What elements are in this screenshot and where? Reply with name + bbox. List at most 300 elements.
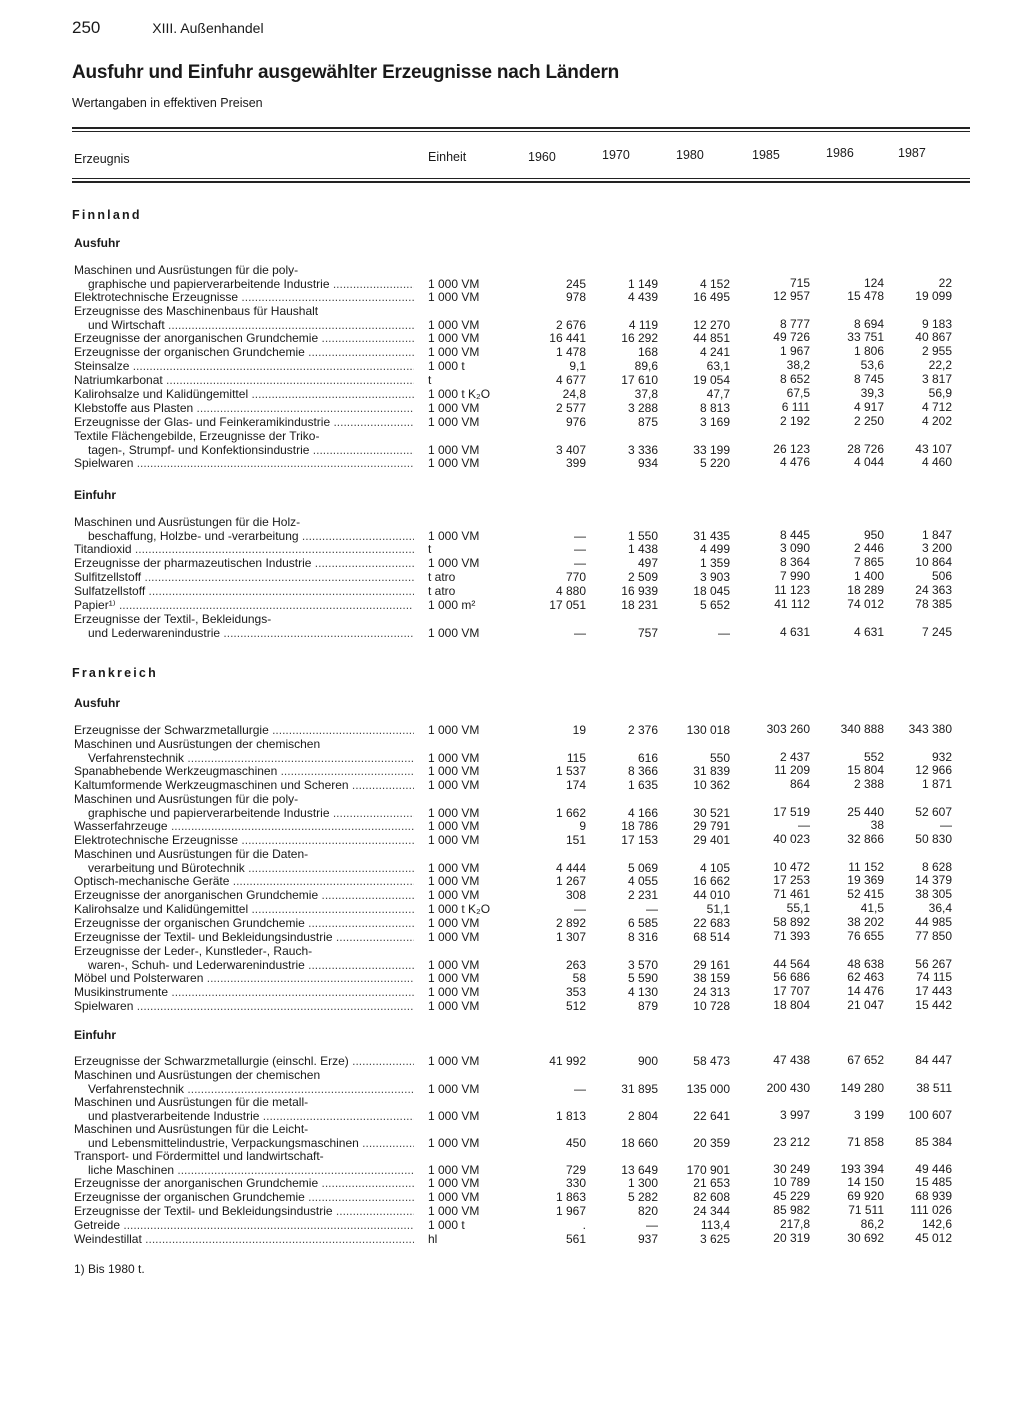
value-cell-1980: 18 045 <box>693 584 730 598</box>
value-cell-1985: 30 249 <box>773 1161 810 1176</box>
value-cell-1985: 20 319 <box>773 1231 810 1245</box>
unit-cell: t atro <box>428 570 456 584</box>
value-cell-1980: 33 199 <box>693 442 730 457</box>
value-cell-1970: 2 376 <box>627 723 658 737</box>
value-cell-1980: 24 313 <box>693 985 730 999</box>
top-rule-thin <box>72 131 970 132</box>
value-cell-1970: 5 069 <box>627 860 658 875</box>
unit-cell: 1 000 VM <box>428 1162 480 1177</box>
value-cell-1970: 757 <box>637 625 658 640</box>
value-cell-1987: 84 447 <box>915 1053 952 1067</box>
value-cell-1986: 28 726 <box>847 441 884 456</box>
top-rule <box>72 127 970 129</box>
table-subtitle: Wertangaben in effektiven Preisen <box>72 96 263 110</box>
value-cell-1986: 62 463 <box>847 970 884 984</box>
value-cell-1960: 41 992 <box>549 1054 586 1068</box>
value-cell-1987: 56 267 <box>915 956 952 971</box>
value-cell-1980: 16 495 <box>693 290 730 304</box>
value-cell-1987: 4 460 <box>921 455 952 469</box>
product-label-line: Erzeugnisse der Leder-, Kunstleder-, Rauch- <box>74 945 313 958</box>
unit-cell: 1 000 VM <box>428 317 480 332</box>
product-label <box>74 848 414 875</box>
value-cell-1985: 11 123 <box>774 583 810 597</box>
value-cell-1985: 3 090 <box>779 541 810 555</box>
value-cell-1985: 8 445 <box>779 527 810 542</box>
value-cell-1986: 21 047 <box>847 998 884 1012</box>
value-cell-1970: 820 <box>637 1204 658 1218</box>
product-label-line: Verfahrenstechnik ..... <box>74 1083 414 1097</box>
value-cell-1980: 4 499 <box>699 542 730 556</box>
group-label: Einfuhr <box>74 488 116 502</box>
value-cell-1980: 31 435 <box>693 528 730 543</box>
product-label-line: und Wirtschaft ..... <box>74 319 414 333</box>
value-cell-1960: 24,8 <box>562 387 586 401</box>
value-cell-1980: 4 105 <box>699 860 730 875</box>
value-cell-1987: 77 850 <box>915 929 952 943</box>
value-cell-1986: 7 865 <box>853 555 884 569</box>
value-cell-1986: 4 917 <box>853 400 884 414</box>
value-cell-1987: 50 830 <box>915 832 952 846</box>
chapter-title: XIII. Außenhandel <box>152 20 264 36</box>
product-label <box>74 1055 414 1069</box>
product-label-line: graphische und papierverarbeitende Industrie ..... <box>74 807 414 821</box>
product-label-line: Maschinen und Ausrüstungen für die poly- <box>74 793 299 806</box>
value-cell-1970: 3 570 <box>627 957 658 972</box>
value-cell-1985: 8 364 <box>779 555 810 569</box>
col-header-1985: 1985 <box>752 148 780 162</box>
product-label-line: Wasserfahrzeuge ..... <box>74 820 414 834</box>
col-header-1960: 1960 <box>528 150 556 164</box>
value-cell-1987: 52 607 <box>915 804 952 819</box>
value-cell-1985: 85 982 <box>773 1203 810 1217</box>
product-label-line: Erzeugnisse des Maschinenbaus für Haushalt <box>74 305 319 318</box>
unit-cell: 1 000 m² <box>428 598 476 612</box>
value-cell-1970: 2 804 <box>627 1108 658 1123</box>
value-cell-1986: 30 692 <box>847 1231 884 1245</box>
product-label <box>74 875 414 889</box>
product-label <box>74 388 414 402</box>
product-label <box>74 917 414 931</box>
unit-cell: 1 000 t <box>428 359 465 373</box>
product-label <box>74 291 414 305</box>
value-cell-1987: 24 363 <box>915 583 952 597</box>
value-cell-1986: 71 511 <box>848 1203 884 1217</box>
value-cell-1986: 32 866 <box>847 832 884 846</box>
product-label-line: Elektrotechnische Erzeugnisse ..... <box>74 291 414 305</box>
value-cell-1986: 3 199 <box>853 1107 884 1122</box>
unit-cell: 1 000 VM <box>428 764 480 778</box>
value-cell-1980: 4 152 <box>699 276 730 291</box>
value-cell-1986: 33 751 <box>847 330 884 344</box>
unit-cell: 1 000 VM <box>428 750 480 765</box>
value-cell-1987: 343 380 <box>908 722 952 736</box>
product-label-line: Erzeugnisse der anorganischen Grundchemie ..... <box>74 889 414 903</box>
product-label-line: Erzeugnisse der organischen Grundchemie ..... <box>74 1191 414 1205</box>
product-label <box>74 571 414 585</box>
unit-cell: 1 000 VM <box>428 874 480 888</box>
value-cell-1980: 30 521 <box>693 805 730 820</box>
unit-cell: 1 000 t K₂O <box>428 902 491 916</box>
product-label <box>74 1191 414 1205</box>
value-cell-1987: 38 305 <box>915 887 952 901</box>
value-cell-1986: 4 631 <box>853 624 884 639</box>
value-cell-1970: 4 439 <box>627 290 658 304</box>
value-cell-1960: 512 <box>565 999 586 1013</box>
product-label-line: verarbeitung und Bürotechnik ..... <box>74 862 414 876</box>
product-label-line: Erzeugnisse der anorganischen Grundchemie ..... <box>74 332 414 346</box>
value-cell-1980: 24 344 <box>693 1204 730 1218</box>
value-cell-1986: 71 858 <box>847 1134 884 1149</box>
product-label <box>74 457 414 471</box>
unit-cell: 1 000 VM <box>428 625 480 640</box>
value-cell-1980: 47,7 <box>706 387 730 401</box>
value-cell-1986: 552 <box>863 749 884 764</box>
value-cell-1960: 450 <box>565 1135 586 1150</box>
value-cell-1970: 4 130 <box>627 985 658 999</box>
product-label <box>74 889 414 903</box>
unit-cell: 1 000 VM <box>428 556 480 570</box>
unit-cell: 1 000 VM <box>428 957 480 972</box>
value-cell-1985: 11 209 <box>774 763 810 777</box>
product-label-line: Erzeugnisse der Schwarzmetallurgie ..... <box>74 724 414 738</box>
value-cell-1970: 17 153 <box>621 833 658 847</box>
product-label-line: Möbel und Polsterwaren ..... <box>74 972 414 986</box>
value-cell-1970: 18 231 <box>621 598 658 612</box>
value-cell-1960: — <box>574 902 586 916</box>
value-cell-1960: 4 677 <box>555 373 586 387</box>
value-cell-1985: 2 437 <box>779 749 810 764</box>
section-country: Finnland <box>72 208 142 222</box>
value-cell-1980: 20 359 <box>693 1135 730 1150</box>
footnote: 1) Bis 1980 t. <box>74 1262 145 1276</box>
value-cell-1987: 2 955 <box>921 344 952 358</box>
value-cell-1985: 6 111 <box>781 400 810 414</box>
unit-cell: t atro <box>428 584 456 598</box>
product-label <box>74 430 414 457</box>
value-cell-1987: 36,4 <box>928 901 952 915</box>
product-label <box>74 793 414 820</box>
value-cell-1960: 17 051 <box>549 598 586 612</box>
product-label-line: Maschinen und Ausrüstungen für die poly- <box>74 264 299 277</box>
value-cell-1980: 3 169 <box>699 415 730 429</box>
value-cell-1960: 19 <box>572 723 586 737</box>
value-cell-1987: 111 026 <box>910 1203 952 1217</box>
value-cell-1985: 23 212 <box>773 1134 810 1149</box>
value-cell-1960: 1 813 <box>555 1108 586 1123</box>
product-label-line: Erzeugnisse der Schwarzmetallurgie (einschl. Erze) ..... <box>74 1055 414 1069</box>
value-cell-1986: 19 369 <box>847 873 884 887</box>
product-label <box>74 1219 414 1233</box>
value-cell-1987: 38 511 <box>916 1080 952 1095</box>
unit-cell: 1 000 VM <box>428 290 480 304</box>
value-cell-1987: 3 200 <box>921 541 952 555</box>
product-label-line: Papier¹⁾ ..... <box>74 599 414 613</box>
page-number: 250 <box>72 18 101 37</box>
value-cell-1980: 130 018 <box>686 723 730 737</box>
value-cell-1960: — <box>574 556 586 570</box>
value-cell-1987: 68 939 <box>915 1189 952 1203</box>
value-cell-1970: 18 660 <box>621 1135 658 1150</box>
value-cell-1980: 5 652 <box>699 598 730 612</box>
value-cell-1980: 10 728 <box>693 999 730 1013</box>
value-cell-1970: 4 119 <box>628 317 658 332</box>
value-cell-1985: 217,8 <box>779 1217 810 1231</box>
value-cell-1985: 8 777 <box>779 316 810 331</box>
value-cell-1980: 29 791 <box>693 819 730 833</box>
unit-cell: 1 000 VM <box>428 860 480 875</box>
value-cell-1970: 900 <box>637 1054 658 1068</box>
value-cell-1970: 31 895 <box>621 1081 658 1096</box>
product-label-line: Spielwaren ..... <box>74 1000 414 1014</box>
value-cell-1980: 68 514 <box>693 930 730 944</box>
unit-cell: 1 000 VM <box>428 276 480 291</box>
product-label <box>74 585 414 599</box>
value-cell-1987: 506 <box>931 569 952 583</box>
value-cell-1980: 8 813 <box>699 401 730 415</box>
value-cell-1986: 38 <box>870 818 884 832</box>
product-label-line: Natriumkarbonat ..... <box>74 374 414 388</box>
product-label <box>74 360 414 374</box>
unit-cell: 1 000 VM <box>428 1108 480 1123</box>
value-cell-1960: 9 <box>579 819 586 833</box>
product-label-line: tagen-, Strumpf- und Konfektionsindustrie ..... <box>74 444 414 458</box>
value-cell-1980: 29 401 <box>693 833 730 847</box>
value-cell-1987: 8 628 <box>921 859 952 874</box>
product-label-line: Maschinen und Ausrüstungen für die Daten- <box>74 848 309 861</box>
value-cell-1980: 3 903 <box>699 570 730 584</box>
value-cell-1986: 74 012 <box>847 597 884 611</box>
value-cell-1980: 113,4 <box>700 1218 730 1232</box>
value-cell-1970: 8 366 <box>627 764 658 778</box>
product-label-line: und plastverarbeitende Industrie ..... <box>74 1110 414 1124</box>
value-cell-1987: 3 817 <box>921 372 952 386</box>
value-cell-1987: 44 985 <box>915 915 952 929</box>
value-cell-1970: 4 055 <box>627 874 658 888</box>
product-label-line: Erzeugnisse der Textil- und Bekleidungsindustrie ..... <box>74 1205 414 1219</box>
product-label <box>74 1150 414 1177</box>
value-cell-1985: 4 631 <box>779 624 810 639</box>
product-label <box>74 834 414 848</box>
col-header-1980: 1980 <box>676 148 704 162</box>
value-cell-1980: 22 683 <box>693 916 730 930</box>
value-cell-1970: 3 288 <box>627 401 658 415</box>
product-label-line: Weindestillat ..... <box>74 1233 414 1247</box>
product-label-line: waren-, Schuh- und Lederwarenindustrie ..... <box>74 959 414 973</box>
value-cell-1970: 3 336 <box>627 442 658 457</box>
unit-cell: hl <box>428 1232 438 1246</box>
product-label <box>74 557 414 571</box>
value-cell-1970: 1 438 <box>627 542 658 556</box>
value-cell-1985: 200 430 <box>766 1080 810 1095</box>
value-cell-1970: 16 292 <box>621 331 658 345</box>
value-cell-1987: 14 379 <box>915 873 952 887</box>
product-label <box>74 613 414 640</box>
value-cell-1970: — <box>646 902 658 916</box>
product-label-line: Titandioxid ..... <box>74 543 414 557</box>
value-cell-1985: 38,2 <box>786 358 810 372</box>
col-header-1986: 1986 <box>826 146 854 160</box>
value-cell-1986: 38 202 <box>847 915 884 929</box>
value-cell-1980: 82 608 <box>693 1190 730 1204</box>
product-label <box>74 986 414 1000</box>
value-cell-1970: 168 <box>637 345 658 359</box>
value-cell-1960: — <box>574 528 586 543</box>
value-cell-1985: 3 997 <box>779 1107 810 1122</box>
value-cell-1980: 31 839 <box>693 764 730 778</box>
value-cell-1960: 399 <box>565 456 586 470</box>
value-cell-1960: 978 <box>565 290 586 304</box>
product-label-line: Verfahrenstechnik ..... <box>74 752 414 766</box>
col-header-product: Erzeugnis <box>74 152 130 166</box>
value-cell-1960: — <box>574 625 586 640</box>
value-cell-1985: 71 393 <box>773 929 810 943</box>
value-cell-1980: 170 901 <box>686 1162 730 1177</box>
value-cell-1987: 78 385 <box>915 597 952 611</box>
product-label-line: liche Maschinen ..... <box>74 1164 414 1178</box>
value-cell-1987: 49 446 <box>915 1161 952 1176</box>
value-cell-1985: 44 564 <box>773 956 810 971</box>
value-cell-1985: 7 990 <box>779 569 810 583</box>
value-cell-1987: 12 966 <box>915 763 952 777</box>
unit-cell: 1 000 VM <box>428 1204 480 1218</box>
value-cell-1986: 1 400 <box>853 569 884 583</box>
unit-cell: 1 000 VM <box>428 916 480 930</box>
value-cell-1986: 14 476 <box>847 984 884 998</box>
value-cell-1985: 18 804 <box>773 998 810 1012</box>
value-cell-1980: 550 <box>709 750 730 765</box>
value-cell-1970: 2 509 <box>627 570 658 584</box>
product-label-line: Maschinen und Ausrüstungen für die metall- <box>74 1096 309 1109</box>
unit-cell: 1 000 VM <box>428 528 480 543</box>
value-cell-1970: 1 300 <box>627 1176 658 1190</box>
unit-cell: t <box>428 373 432 387</box>
product-label-line: Textile Flächengebilde, Erzeugnisse der Triko- <box>74 430 320 443</box>
unit-cell: 1 000 t <box>428 1218 465 1232</box>
value-cell-1960: 561 <box>565 1232 586 1246</box>
product-label-line: Optisch-mechanische Geräte ..... <box>74 875 414 889</box>
value-cell-1987: 4 712 <box>921 400 952 414</box>
value-cell-1980: 51,1 <box>706 902 730 916</box>
value-cell-1980: 12 270 <box>693 317 730 332</box>
value-cell-1970: 879 <box>637 999 658 1013</box>
value-cell-1970: 4 166 <box>627 805 658 820</box>
unit-cell: 1 000 VM <box>428 723 480 737</box>
value-cell-1980: 3 625 <box>699 1232 730 1246</box>
header-rule <box>72 181 970 183</box>
product-label <box>74 516 414 543</box>
value-cell-1985: 715 <box>789 275 810 290</box>
value-cell-1970: 937 <box>637 1232 658 1246</box>
product-label-line: Erzeugnisse der organischen Grundchemie ..... <box>74 346 414 360</box>
unit-cell: 1 000 VM <box>428 1176 480 1190</box>
value-cell-1980: 44 851 <box>693 331 730 345</box>
value-cell-1986: 340 888 <box>840 722 884 736</box>
unit-cell: 1 000 VM <box>428 401 480 415</box>
value-cell-1970: 5 590 <box>627 971 658 985</box>
product-label <box>74 402 414 416</box>
product-label-line: Kalirohsalze und Kalidüngemittel ..... <box>74 388 414 402</box>
unit-cell: 1 000 VM <box>428 1054 480 1068</box>
value-cell-1987: 15 442 <box>915 998 952 1012</box>
value-cell-1980: 22 641 <box>693 1108 730 1123</box>
value-cell-1960: 16 441 <box>549 331 586 345</box>
value-cell-1980: 4 241 <box>699 345 730 359</box>
header-rule-thin <box>72 178 970 179</box>
value-cell-1960: 1 537 <box>555 764 586 778</box>
product-label <box>74 332 414 346</box>
product-label-line: Erzeugnisse der organischen Grundchemie ..... <box>74 917 414 931</box>
value-cell-1985: 12 957 <box>773 289 810 303</box>
value-cell-1960: 1 662 <box>555 805 586 820</box>
product-label <box>74 1096 414 1123</box>
value-cell-1980: 135 000 <box>686 1081 730 1096</box>
value-cell-1970: 5 282 <box>627 1190 658 1204</box>
value-cell-1986: 11 152 <box>848 859 884 874</box>
unit-cell: 1 000 VM <box>428 999 480 1013</box>
product-label-line: Musikinstrumente ..... <box>74 986 414 1000</box>
value-cell-1985: 71 461 <box>773 887 810 901</box>
unit-cell: 1 000 VM <box>428 1081 480 1096</box>
value-cell-1960: 1 267 <box>555 874 586 888</box>
value-cell-1986: 76 655 <box>847 929 884 943</box>
value-cell-1986: 18 289 <box>847 583 884 597</box>
value-cell-1986: 67 652 <box>847 1053 884 1067</box>
value-cell-1970: 13 649 <box>621 1162 658 1177</box>
value-cell-1970: 18 786 <box>621 819 658 833</box>
value-cell-1987: 43 107 <box>915 441 952 456</box>
product-label-line: Maschinen und Ausrüstungen für die Leicht- <box>74 1123 309 1136</box>
product-label-line: Erzeugnisse der anorganischen Grundchemie ..... <box>74 1177 414 1191</box>
product-label-line: beschaffung, Holzbe- und -verarbeitung ..... <box>74 530 414 544</box>
value-cell-1970: 6 585 <box>627 916 658 930</box>
value-cell-1970: 16 939 <box>621 584 658 598</box>
value-cell-1987: 40 867 <box>915 330 952 344</box>
value-cell-1987: — <box>940 818 952 832</box>
group-label: Ausfuhr <box>74 696 120 710</box>
product-label <box>74 765 414 779</box>
value-cell-1980: 63,1 <box>706 359 730 373</box>
product-label <box>74 972 414 986</box>
value-cell-1960: 330 <box>565 1176 586 1190</box>
value-cell-1960: 58 <box>572 971 586 985</box>
product-label-line: und Lebensmittelindustrie, Verpackungsmaschinen ..... <box>74 1137 414 1151</box>
value-cell-1970: 1 550 <box>627 528 658 543</box>
product-label <box>74 1123 414 1150</box>
value-cell-1970: 2 231 <box>627 888 658 902</box>
product-label-line: Transport- und Fördermittel und landwirtschaft- <box>74 1150 324 1163</box>
unit-cell: 1 000 VM <box>428 331 480 345</box>
value-cell-1987: 85 384 <box>915 1134 952 1149</box>
product-label <box>74 945 414 972</box>
value-cell-1986: 8 745 <box>853 372 884 386</box>
value-cell-1986: 2 388 <box>853 777 884 791</box>
value-cell-1960: 976 <box>565 415 586 429</box>
value-cell-1986: 4 044 <box>853 455 884 469</box>
value-cell-1985: 40 023 <box>773 832 810 846</box>
product-label <box>74 1205 414 1219</box>
value-cell-1985: 26 123 <box>773 441 810 456</box>
product-label <box>74 903 414 917</box>
value-cell-1986: 8 694 <box>853 316 884 331</box>
value-cell-1980: 29 161 <box>693 957 730 972</box>
product-label-line: graphische und papierverarbeitende Industrie ..... <box>74 278 414 292</box>
value-cell-1960: 151 <box>565 833 586 847</box>
value-cell-1970: 934 <box>637 456 658 470</box>
value-cell-1980: 16 662 <box>693 874 730 888</box>
value-cell-1960: 3 407 <box>555 442 586 457</box>
value-cell-1960: — <box>574 1081 586 1096</box>
unit-cell: 1 000 VM <box>428 888 480 902</box>
